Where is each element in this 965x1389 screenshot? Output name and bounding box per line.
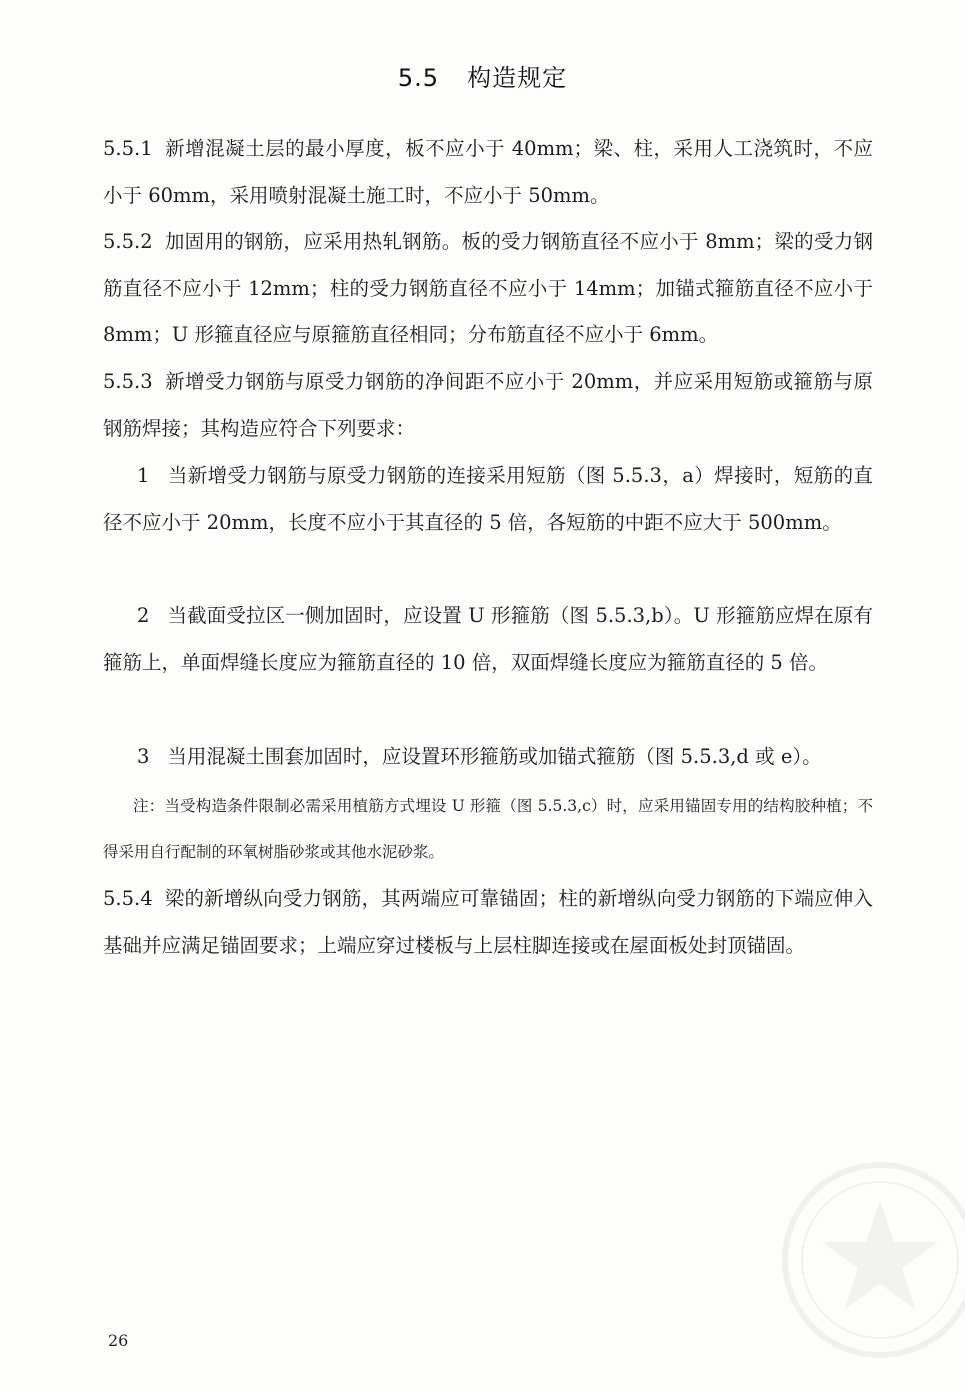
note	[103, 783, 873, 875]
clause-text: 梁的新增纵向受力钢筋，其两端应可靠锚固；柱的新增纵向受力钢筋的下端应伸入基础并应满足锚固要求；上端应穿过楼板与上层柱脚连接或在屋面板处封顶锚固。	[103, 887, 873, 957]
clause-number: 5.5.4	[103, 887, 153, 910]
clause-number: 5.5.3	[103, 370, 153, 393]
item-number: 3	[137, 745, 150, 768]
clause-number: 5.5.1	[103, 137, 153, 160]
clause-5-5-4	[103, 876, 873, 969]
clause-text: 加固用的钢筋，应采用热轧钢筋。板的受力钢筋直径不应小于 8mm；梁的受力钢筋直径不应小于 12mm；柱的受力钢筋直径不应小于 14mm；加锚式箍筋直径不应小于 8mm；U 形箍直径应与原箍筋直径相同；分布筋直径不应小于 6mm。	[103, 230, 873, 346]
item-text: 当用混凝土围套加固时，应设置环形箍筋或加锚式箍筋（图 5.5.3,d 或 e）。	[167, 745, 822, 768]
clause-5-5-3	[103, 359, 873, 452]
clause-number: 5.5.2	[103, 230, 153, 253]
seal-stamp-icon	[760, 1140, 965, 1380]
item-text: 当截面受拉区一侧加固时，应设置 U 形箍筋（图 5.5.3,b）。U 形箍筋应焊在原有箍筋上，单面焊缝长度应为箍筋直径的 10 倍，双面焊缝长度应为箍筋直径的 5 倍。	[103, 604, 873, 674]
note-text: 注：当受构造条件限制必需采用植筋方式埋设 U 形箍（图 5.5.3,c）时，应采用锚固专用的结构胶种植；不得采用自行配制的环氧树脂砂浆或其他水泥砂浆。	[103, 797, 873, 861]
item-number: 2	[137, 604, 150, 627]
clause-5-5-2	[103, 219, 873, 359]
list-item-2	[103, 593, 873, 686]
item-number: 1	[137, 464, 150, 487]
list-item-3	[103, 734, 873, 781]
clause-text: 新增混凝土层的最小厚度，板不应小于 40mm；梁、柱，采用人工浇筑时，不应小于 60mm，采用喷射混凝土施工时，不应小于 50mm。	[103, 137, 873, 207]
section-number: 5.5	[397, 64, 440, 92]
page-number: 26	[108, 1331, 129, 1350]
item-text: 当新增受力钢筋与原受力钢筋的连接采用短筋（图 5.5.3，a）焊接时，短筋的直径不应小于 20mm，长度不应小于其直径的 5 倍，各短筋的中距不应大于 500mm。	[103, 464, 873, 534]
section-heading	[0, 58, 965, 93]
list-item-1	[103, 453, 873, 546]
section-title: 构造规定	[467, 64, 568, 92]
clause-text: 新增受力钢筋与原受力钢筋的净间距不应小于 20mm，并应采用短筋或箍筋与原钢筋焊接；其构造应符合下列要求：	[103, 370, 873, 440]
clause-5-5-1	[103, 126, 873, 219]
